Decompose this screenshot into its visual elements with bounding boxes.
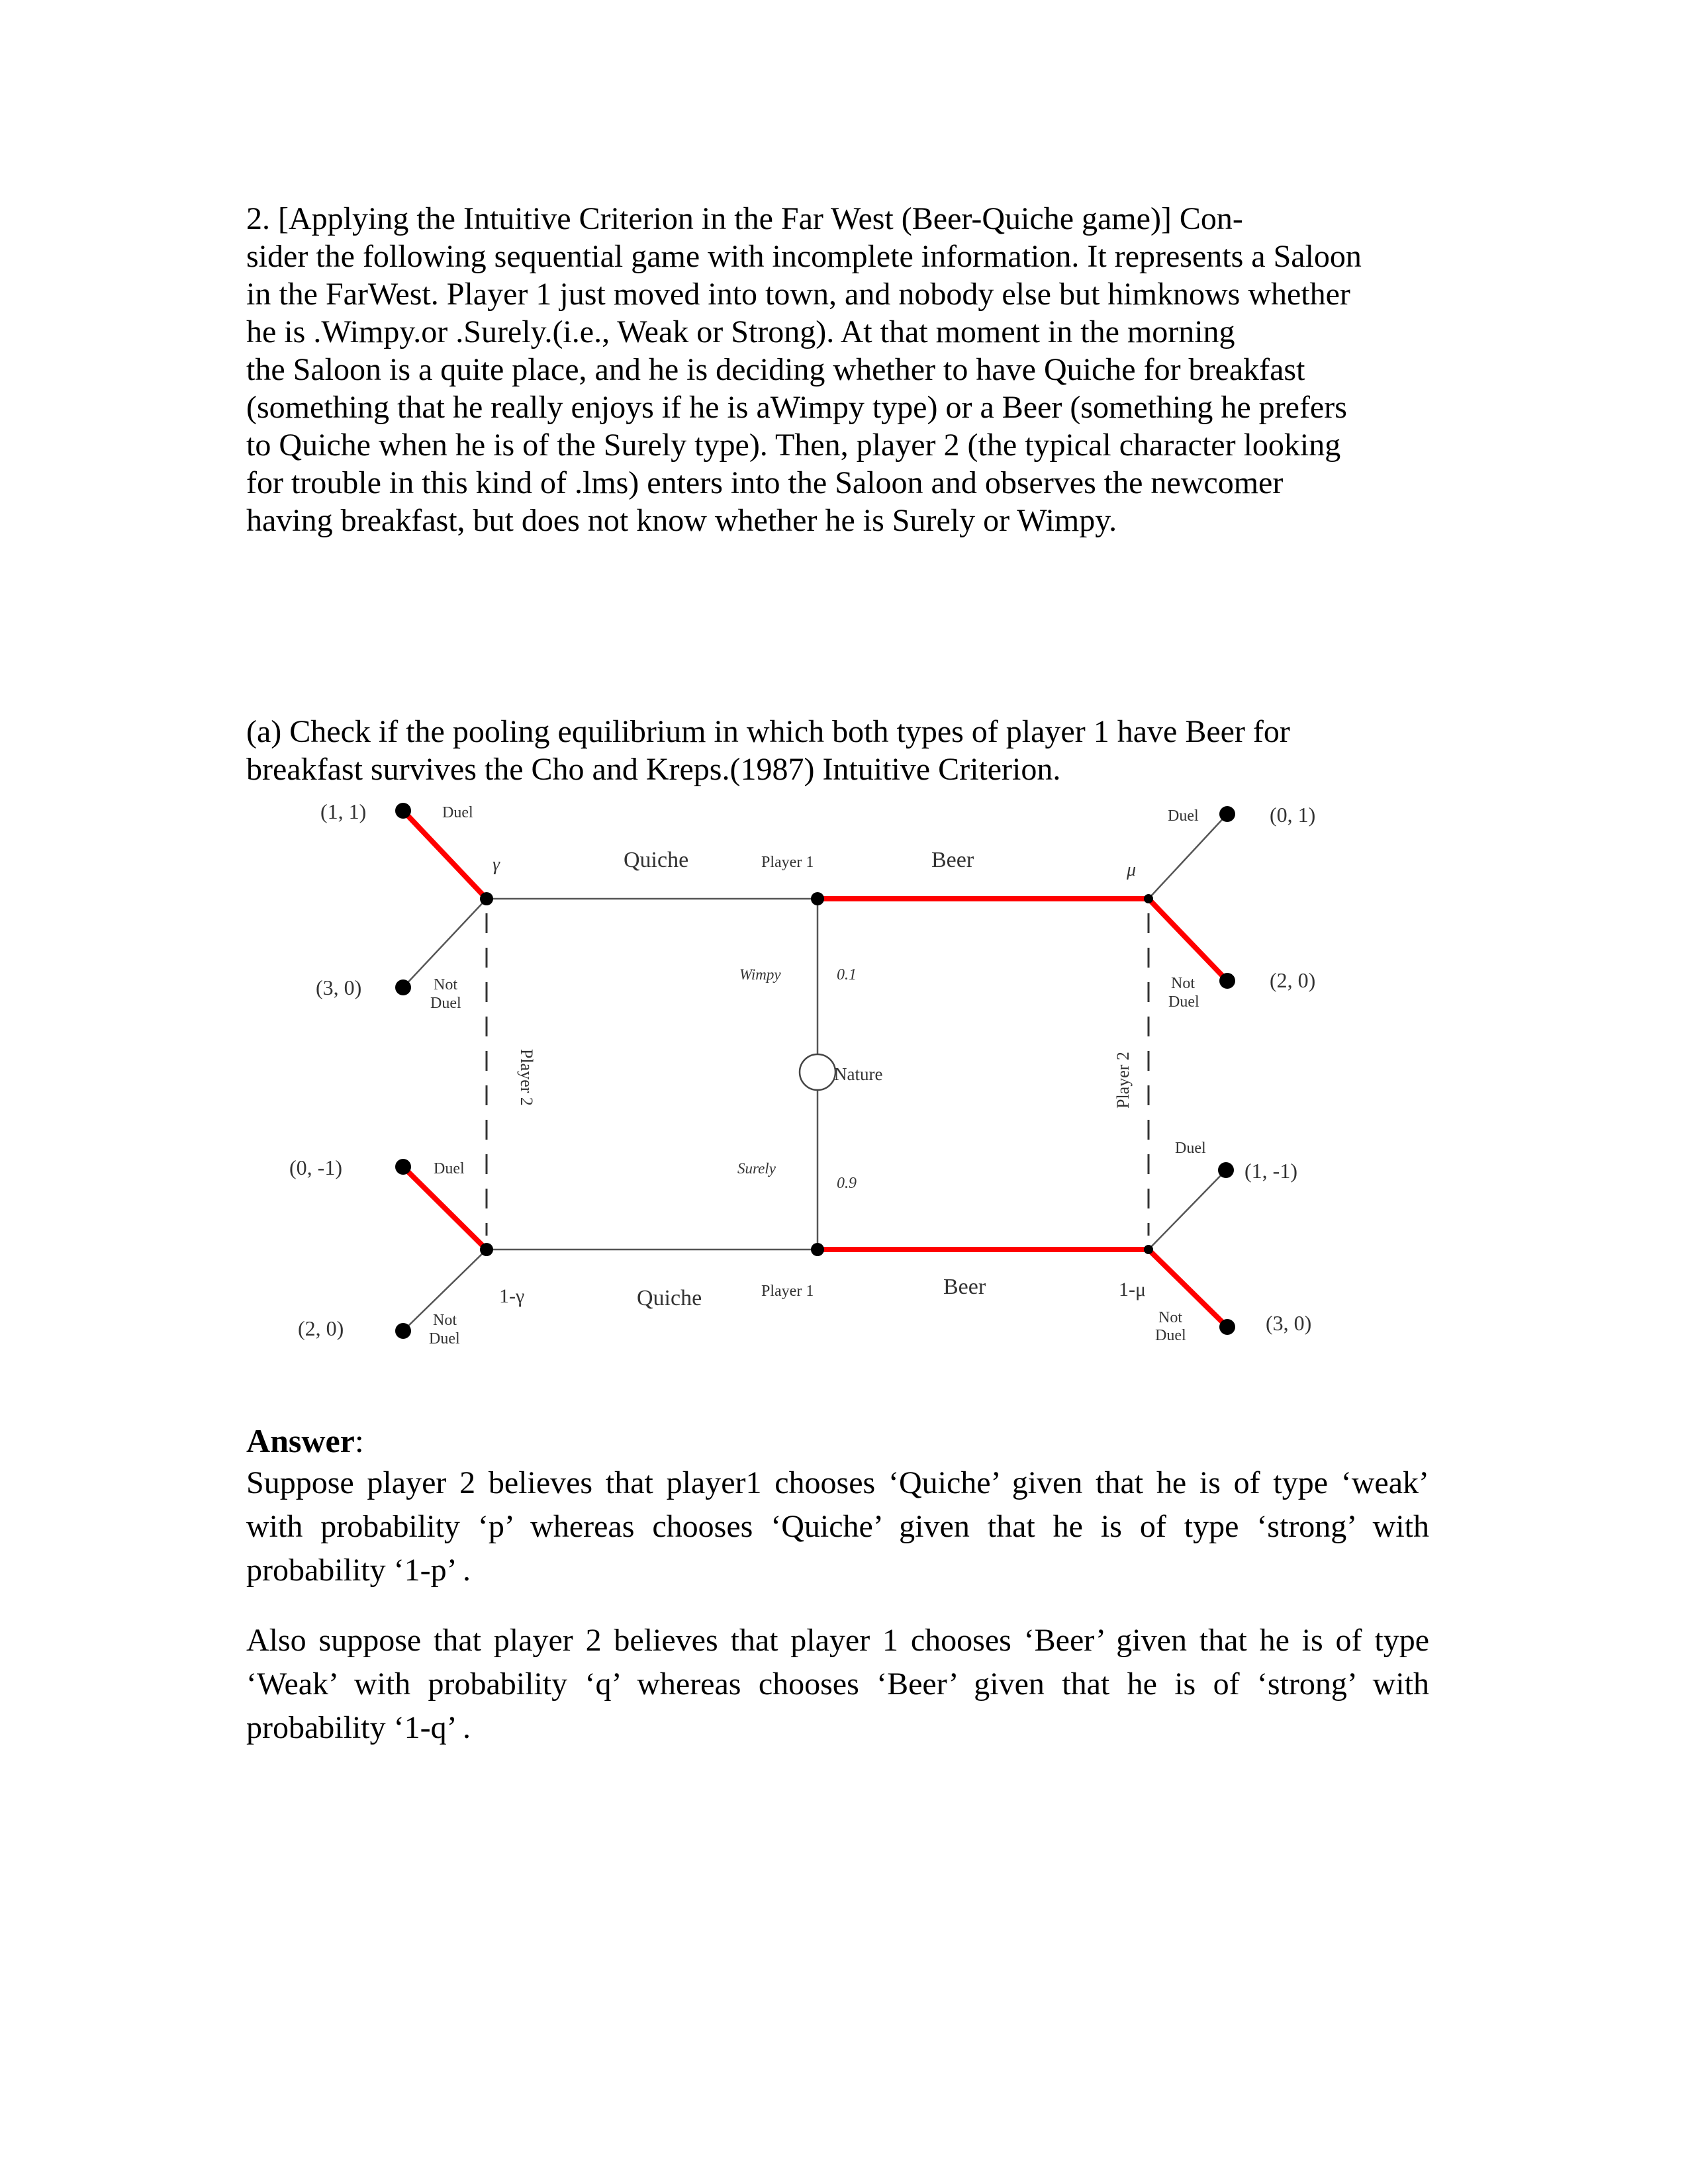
answer-line: with probability ‘p’ whereas chooses ‘Quiche’ given that he is of type ‘strong’ with — [246, 1509, 1429, 1544]
answer-heading-text: Answer — [246, 1422, 355, 1459]
problem-line: in the FarWest. Player 1 just moved into town, and nobody else but himknows whether — [246, 277, 1350, 312]
beer-label-bottom: Beer — [943, 1275, 986, 1299]
payoff-label: (0, 1) — [1270, 803, 1316, 827]
player2-node-wimpy-beer — [1144, 894, 1153, 903]
player1-node-surely — [811, 1243, 824, 1256]
problem-line: the Saloon is a quite place, and he is deciding whether to have Quiche for breakfast — [246, 352, 1305, 387]
equilibrium-notduel-wimpy-beer — [1149, 899, 1227, 981]
problem-statement — [246, 200, 1362, 539]
problem-line: sider the following sequential game with incomplete information. It represents a Saloon — [246, 239, 1362, 274]
payoff-label: (0, -1) — [289, 1156, 342, 1179]
one-minus-mu-label: 1-μ — [1119, 1279, 1147, 1300]
prob-surely: 0.9 — [837, 1175, 857, 1192]
terminal-node — [395, 803, 411, 819]
wimpy-label: Wimpy — [739, 966, 781, 983]
duel-label: Duel — [434, 1160, 465, 1177]
payoff-label: (2, 0) — [1270, 968, 1316, 992]
surely-label: Surely — [737, 1160, 776, 1177]
problem-line: having breakfast, but does not know whether he is Surely or Wimpy. — [246, 503, 1117, 538]
duel-edge-surely-beer — [1149, 1170, 1226, 1250]
terminal-node — [1219, 1319, 1235, 1335]
answer-line: Also suppose that player 2 believes that player 1 chooses ‘Beer’ given that he is of type — [246, 1623, 1429, 1658]
quiche-label-bottom: Quiche — [637, 1286, 702, 1310]
duel-label: Duel — [430, 995, 461, 1012]
duel-edge-wimpy-beer — [1149, 814, 1227, 899]
nature-node — [800, 1054, 835, 1090]
answer-heading-colon: : — [354, 1422, 364, 1459]
problem-line: (something that he really enjoys if he is aWimpy type) or a Beer (something he prefers — [246, 390, 1347, 425]
problem-line: 2. [Applying the Intuitive Criterion in the Far West (Beer-Quiche game)] Con- — [246, 201, 1243, 236]
player2-label-left: Player 2 — [517, 1049, 536, 1106]
answer-heading — [246, 1422, 364, 1460]
answer-paragraph-2 — [246, 1619, 1429, 1750]
duel-label: Duel — [429, 1330, 460, 1347]
answer-paragraph-1 — [246, 1461, 1429, 1592]
question-line: breakfast survives the Cho and Kreps.(1987) Intuitive Criterion. — [246, 752, 1061, 787]
player1-label-top: Player 1 — [761, 854, 814, 871]
beer-quiche-game-tree — [246, 791, 1385, 1387]
player1-label-bottom: Player 1 — [761, 1283, 814, 1300]
terminal-node — [395, 979, 411, 995]
player2-label-right: Player 2 — [1113, 1052, 1133, 1109]
payoff-label: (1, -1) — [1244, 1159, 1297, 1183]
gamma-label: γ — [492, 854, 500, 875]
terminal-node — [395, 1159, 411, 1175]
player2-node-wimpy-quiche — [480, 892, 493, 905]
payoff-label: (2, 0) — [298, 1316, 344, 1340]
payoff-label: (1, 1) — [320, 799, 367, 823]
terminal-node — [1219, 806, 1235, 822]
not-label: Not — [1171, 975, 1195, 992]
notduel-edge-wimpy-quiche — [403, 899, 487, 987]
not-label: Not — [1158, 1309, 1182, 1326]
mu-label: μ — [1127, 860, 1137, 880]
payoff-label: (3, 0) — [1266, 1311, 1312, 1335]
player2-node-surely-quiche — [480, 1243, 493, 1256]
beer-label-top: Beer — [931, 848, 974, 872]
equilibrium-duel-wimpy-quiche — [403, 811, 487, 899]
duel-label: Duel — [1155, 1327, 1186, 1344]
problem-line: for trouble in this kind of .lms) enters into the Saloon and observes the newcomer — [246, 465, 1284, 500]
not-label: Not — [433, 1312, 457, 1329]
one-minus-gamma-label: 1-γ — [499, 1285, 525, 1307]
answer-line: probability ‘1-q’ . — [246, 1710, 471, 1745]
question-line: (a) Check if the pooling equilibrium in which both types of player 1 have Beer for — [246, 714, 1290, 749]
question-a — [246, 713, 1290, 788]
nature-label: Nature — [834, 1064, 883, 1084]
answer-line: ‘Weak’ with probability ‘q’ whereas chooses ‘Beer’ given that he is of ‘strong’ with — [246, 1666, 1429, 1702]
not-label: Not — [434, 976, 457, 993]
terminal-node — [1219, 973, 1235, 989]
duel-label: Duel — [1168, 993, 1199, 1011]
duel-label: Duel — [1175, 1140, 1206, 1157]
terminal-node — [395, 1323, 411, 1339]
player2-node-surely-beer — [1144, 1245, 1153, 1254]
answer-line: probability ‘1-p’ . — [246, 1553, 471, 1588]
terminal-node — [1218, 1162, 1234, 1178]
answer-line: Suppose player 2 believes that player1 chooses ‘Quiche’ given that he is of type ‘weak’ — [246, 1465, 1429, 1500]
payoff-label: (3, 0) — [316, 976, 362, 999]
duel-label: Duel — [442, 804, 473, 821]
player1-node-wimpy — [811, 892, 824, 905]
duel-label: Duel — [1168, 807, 1199, 825]
equilibrium-duel-surely-quiche — [403, 1167, 487, 1250]
quiche-label-top: Quiche — [624, 848, 689, 872]
problem-line: to Quiche when he is of the Surely type). Then, player 2 (the typical character looking — [246, 428, 1341, 463]
prob-wimpy: 0.1 — [837, 966, 857, 983]
problem-line: he is .Wimpy.or .Surely.(i.e., Weak or Strong). At that moment in the morning — [246, 314, 1235, 349]
